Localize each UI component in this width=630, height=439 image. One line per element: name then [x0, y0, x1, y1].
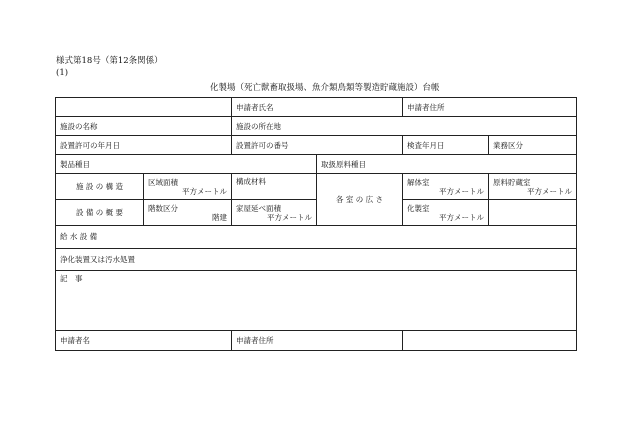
overview-label-text: 設 備 の 概 要 [75, 208, 124, 218]
remarks-label: 記 事 [56, 270, 577, 330]
area-cell [144, 174, 232, 200]
floor-area-unit: 平方メートル [267, 212, 312, 222]
footer-applicant-address-label: 申請者住所 [232, 330, 403, 350]
room-sizes-label: 各 室 の 広 さ [317, 174, 403, 226]
applicant-name-label: 申請者氏名 [232, 98, 403, 117]
table-row [56, 226, 577, 248]
rendering-unit: 平方メートル [439, 212, 484, 222]
sub-number: (1) [56, 68, 69, 78]
table-row [56, 98, 577, 117]
dismantling-cell [403, 174, 489, 200]
page-title: 化製場（死亡獣畜取扱場、魚介類鳥類等製造貯蔵施設）台帳 [210, 83, 440, 93]
floor-area-cell [232, 200, 317, 226]
dismantling-label: 解体室 [407, 177, 430, 187]
table-row [56, 330, 577, 350]
blank-cell [56, 98, 232, 117]
table-row [56, 200, 577, 226]
facility-location-label: 施設の所在地 [232, 117, 577, 136]
product-type-label: 製品種目 [56, 155, 317, 174]
floors-cell [144, 200, 232, 226]
table-row [56, 155, 577, 174]
table-row [56, 248, 577, 270]
floor-area-label: 家屋延べ面積 [236, 203, 281, 213]
rendering-cell [403, 200, 489, 226]
business-category-label: 業務区分 [489, 136, 577, 155]
blank-cell [489, 200, 577, 226]
table-row [56, 174, 577, 200]
facility-name-label: 施設の名称 [56, 117, 232, 136]
raw-storage-unit: 平方メートル [527, 186, 572, 196]
materials-label: 構成材料 [232, 174, 317, 200]
table-row [56, 136, 577, 155]
water-supply-label: 給 水 設 備 [56, 226, 577, 248]
raw-storage-label: 原料貯蔵室 [493, 177, 531, 187]
table-row [56, 117, 577, 136]
table-row [56, 270, 577, 330]
ledger-table [55, 97, 577, 351]
floors-label: 階数区分 [148, 203, 178, 213]
structure-label [56, 174, 144, 200]
area-label: 区域面積 [148, 177, 178, 187]
area-unit: 平方メートル [182, 186, 227, 196]
permit-date-label: 設置許可の年月日 [56, 136, 232, 155]
blank-cell [403, 330, 577, 350]
floors-unit: 階建 [212, 212, 227, 222]
inspection-date-label: 検査年月日 [403, 136, 489, 155]
overview-label [56, 200, 144, 226]
form-number: 様式第18号（第12条関係） [56, 56, 163, 66]
dismantling-unit: 平方メートル [439, 186, 484, 196]
structure-label-text: 施 設 の 構 造 [75, 182, 124, 192]
rendering-label: 化製室 [407, 203, 430, 213]
raw-material-type-label: 取扱原料種目 [317, 155, 577, 174]
raw-storage-cell [489, 174, 577, 200]
purification-label: 浄化装置又は汚水処置 [56, 248, 577, 270]
applicant-address-label: 申請者住所 [403, 98, 577, 117]
footer-applicant-name-label: 申請者名 [56, 330, 232, 350]
permit-number-label: 設置許可の番号 [232, 136, 403, 155]
